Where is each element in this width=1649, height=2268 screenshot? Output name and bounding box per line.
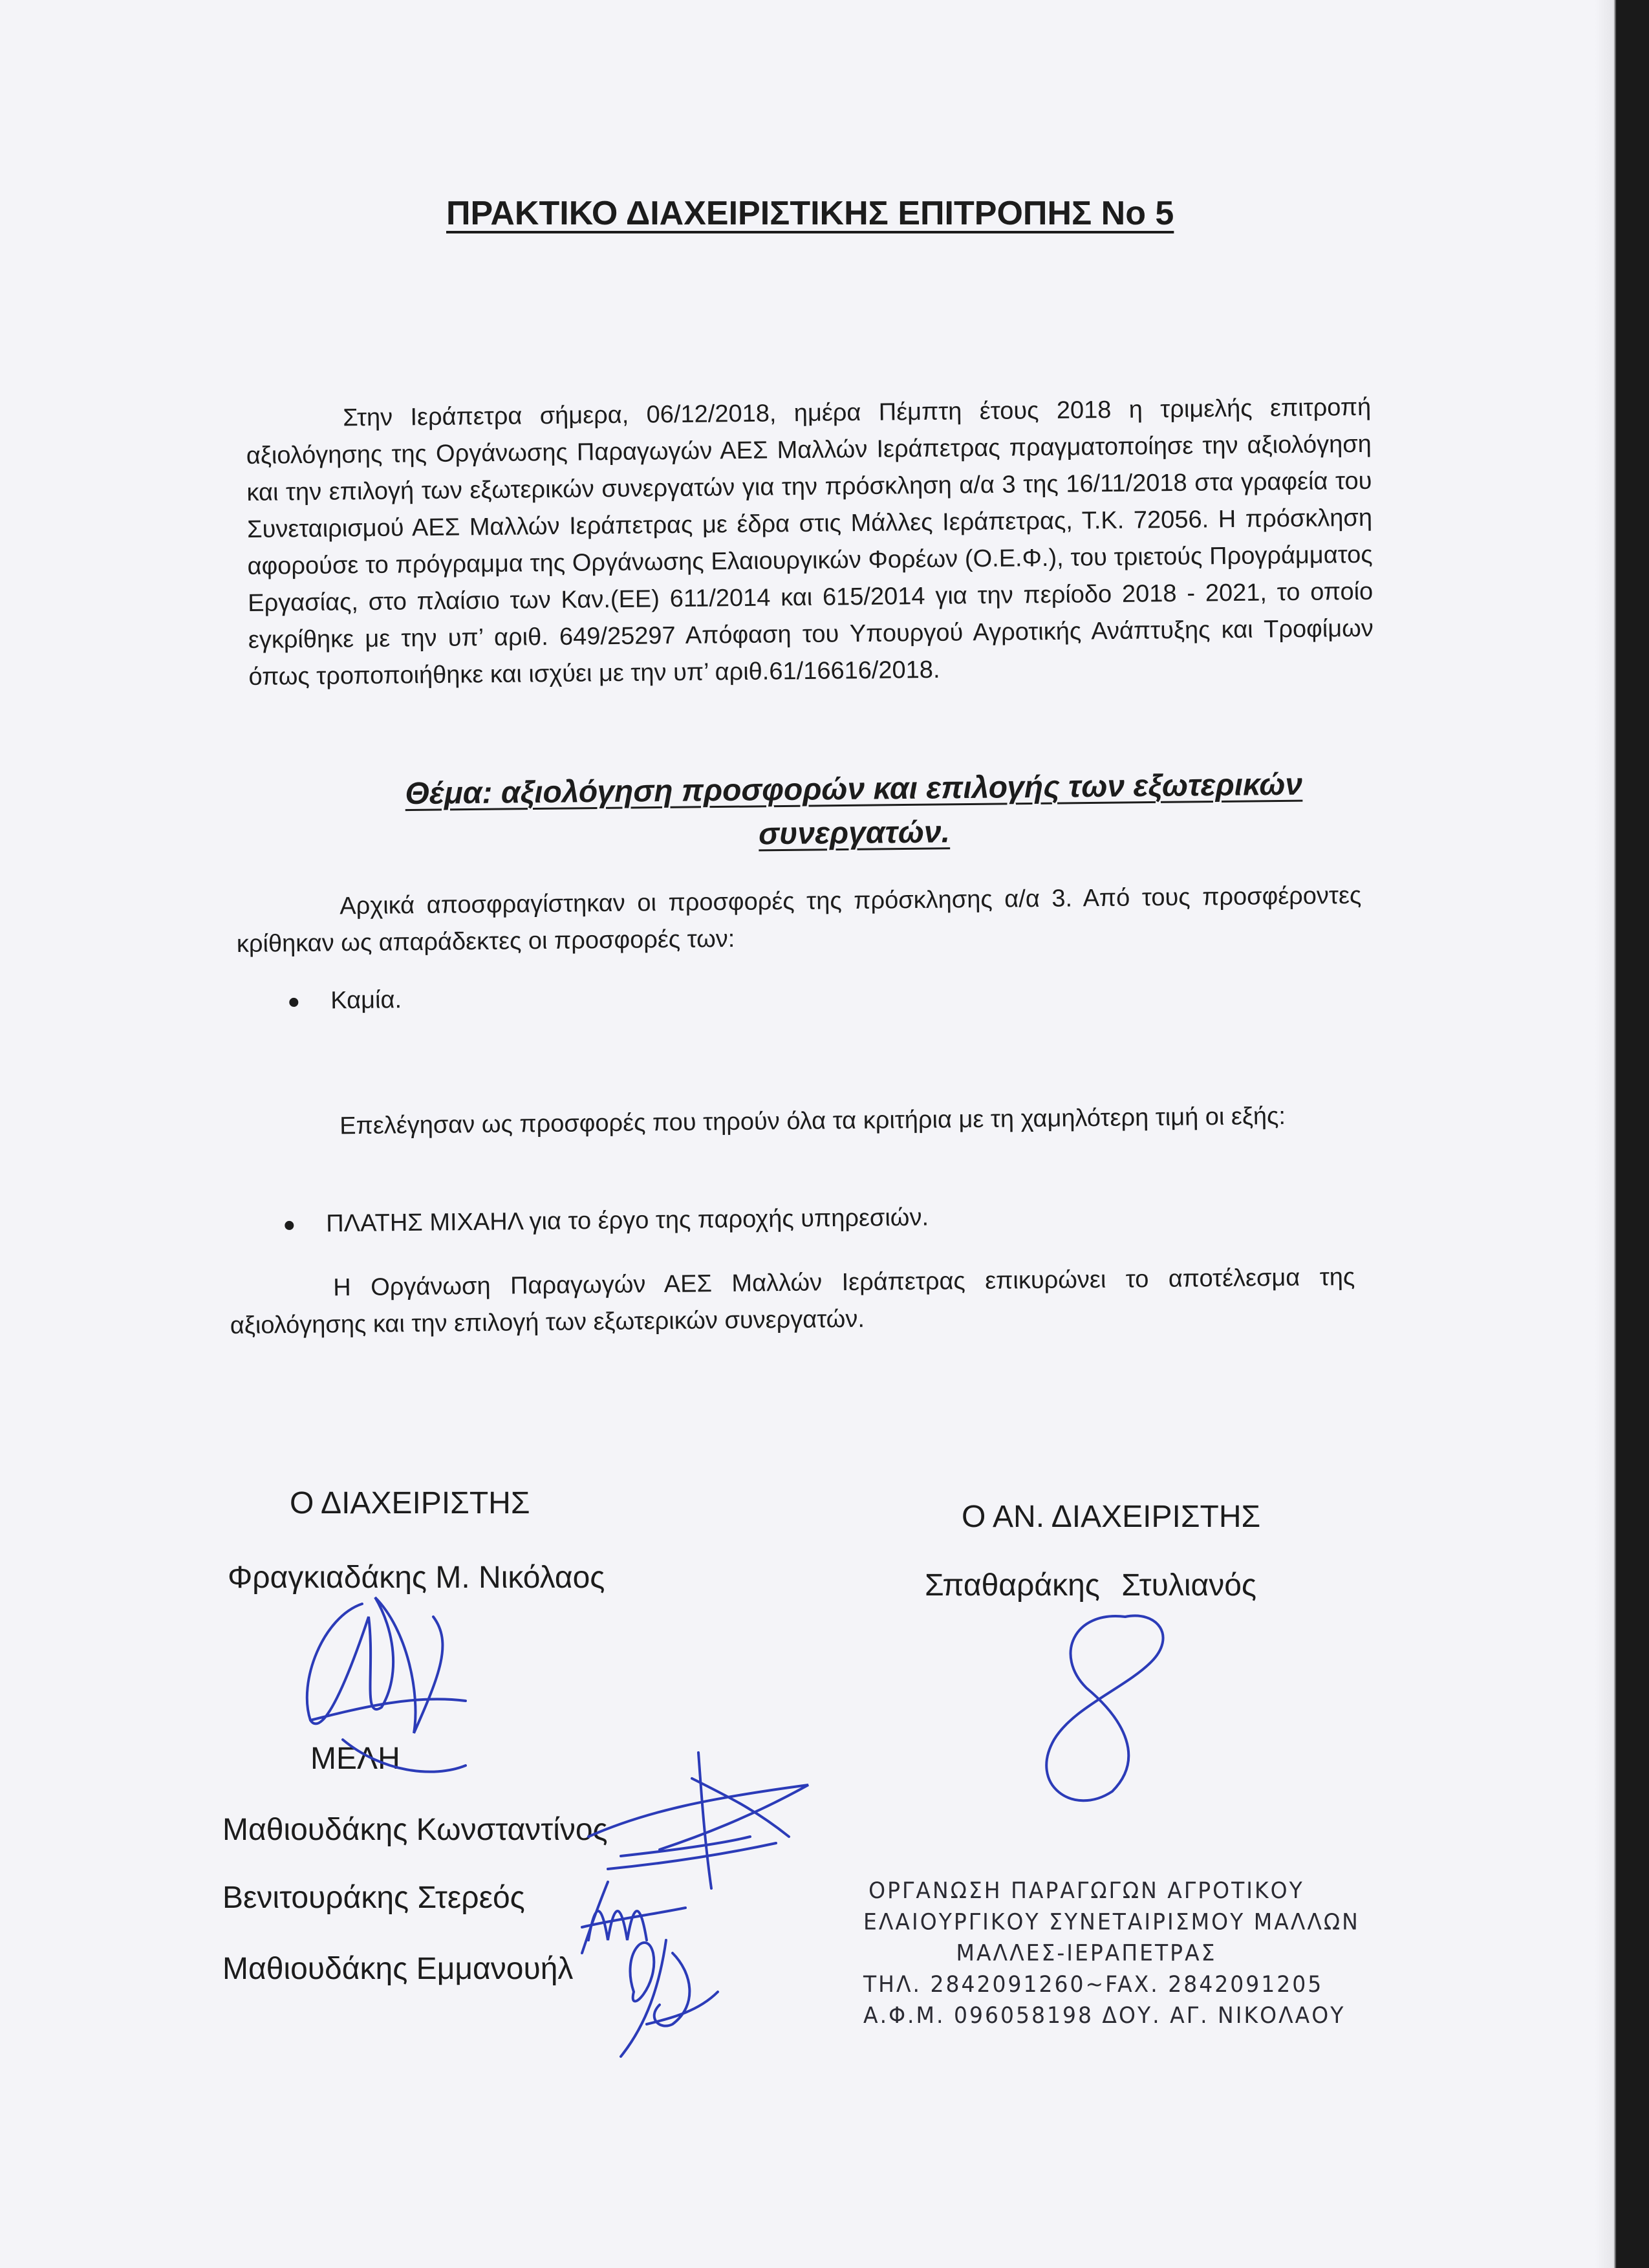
member-name: Βενιτουράκης Στερεός <box>222 1881 525 1915</box>
offers-opened-paragraph: Αρχικά αποσφραγίστηκαν οι προσφορές της πρόσκλησης α/α 3. Από τους προσφέροντες κρίθηκαν ως απαράδεκτες οι προσφορές των: <box>236 881 1362 958</box>
manager-title: Ο ΔΙΑΧΕΙΡΙΣΤΗΣ <box>290 1486 530 1520</box>
member-signature <box>608 1914 724 2063</box>
rejected-offers-text: Καμία. <box>330 986 402 1015</box>
bullet-icon <box>289 998 298 1007</box>
manager-signature <box>285 1578 479 1791</box>
selected-offers-paragraph: Επελέγησαν ως προσφορές που τηρούν όλα τα κριτήρια με τη χαμηλότερη τιμή οι εξής: <box>339 1103 1286 1140</box>
ratification-paragraph: Η Οργάνωση Παραγωγών ΑΕΣ Μαλλών Ιεράπετρας επικυρώνει το αποτέλεσμα της αξιολόγησης και την επιλογή των εξωτερικών συνεργατών. <box>230 1263 1355 1339</box>
document-title: ΠΡΑΚΤΙΚΟ ΔΙΑΧΕΙΡΙΣΤΙΚΗΣ ΕΠΙΤΡΟΠΗΣ Νο 5 <box>446 195 1174 232</box>
deputy-signature <box>996 1604 1190 1811</box>
manager-name: Φραγκιαδάκης Μ. Νικόλαος <box>228 1561 605 1595</box>
scan-page-edge <box>1595 0 1649 2268</box>
intro-paragraph: Στην Ιεράπετρα σήμερα, 06/12/2018, ημέρα Πέμπτη έτους 2018 η τριμελής επιτροπή αξιολόγησης της Οργάνωσης Παραγωγών ΑΕΣ Μαλλών Ιεράπετρας πραγματοποίησε την αξιολόγηση και την επιλογή των εξωτερικών συνεργατών για την πρόσκληση α/α 3 της 16/11/2018 στα γραφεία του Συνεταιρισμού ΑΕΣ Μαλλών Ιεράπετρας με έδρα στις Μάλλες Ιεράπετρας, Τ.Κ. 72056. Η πρόσκληση αφορούσε το πρόγραμμα της Οργάνωσης Ελαιουργικών Φορέων (Ο.Ε.Φ.), του τριετούς Προγράμματος Εργασίας, στο πλαίσιο των Καν.(ΕΕ) 611/2014 και 615/2014 για την περίοδο 2018 - 2021, το οποίο εγκρίθηκε με την υπ’ αριθ. 649/25297 Απόφαση του Υπουργού Αγροτικής Ανάπτυξης και Τροφίμων όπως τροποποιήθηκε και ισχύει με την υπ’ αριθ.61/16616/2018. <box>246 393 1374 691</box>
bullet-icon <box>285 1221 294 1230</box>
members-title: ΜΕΛΗ <box>310 1742 400 1776</box>
selected-offer-item <box>285 1200 929 1243</box>
stamp-line: ΕΛΑΙΟΥΡΓΙΚΟΥ ΣΥΝΕΤΑΙΡΙΣΜΟΥ ΜΑΛΛΩΝ <box>863 1908 1360 1935</box>
stamp-line: ΤΗΛ. 2842091260~FAX. 2842091205 <box>863 1971 1324 1998</box>
member-name: Μαθιουδάκης Εμμανουήλ <box>222 1952 574 1986</box>
stamp-line: ΟΡΓΑΝΩΣΗ ΠΑΡΑΓΩΓΩΝ ΑΓΡΟΤΙΚΟΥ <box>868 1877 1304 1904</box>
deputy-title: Ο ΑΝ. ΔΙΑΧΕΙΡΙΣΤΗΣ <box>962 1500 1261 1534</box>
selected-offer-text: ΠΛΑΤΗΣ ΜΙΧΑΗΛ για το έργο της παροχής υπηρεσιών. <box>326 1204 929 1238</box>
stamp-line: ΜΑΛΛΕΣ-ΙΕΡΑΠΕΤΡΑΣ <box>956 1939 1217 1966</box>
deputy-name: Σπαθαράκης Στυλιανός <box>925 1568 1257 1603</box>
member-name: Μαθιουδάκης Κωνσταντίνος <box>222 1813 608 1847</box>
stamp-line: Α.Φ.Μ. 096058198 ΔΟΥ. ΑΓ. ΝΙΚΟΛΑΟΥ <box>863 2002 1346 2029</box>
rejected-offers-item <box>289 982 402 1020</box>
subject-heading: Θέμα: αξιολόγηση προσφορών και επιλογής των εξωτερικών συνεργατών. <box>405 767 1303 852</box>
organisation-stamp <box>863 1875 1360 2031</box>
